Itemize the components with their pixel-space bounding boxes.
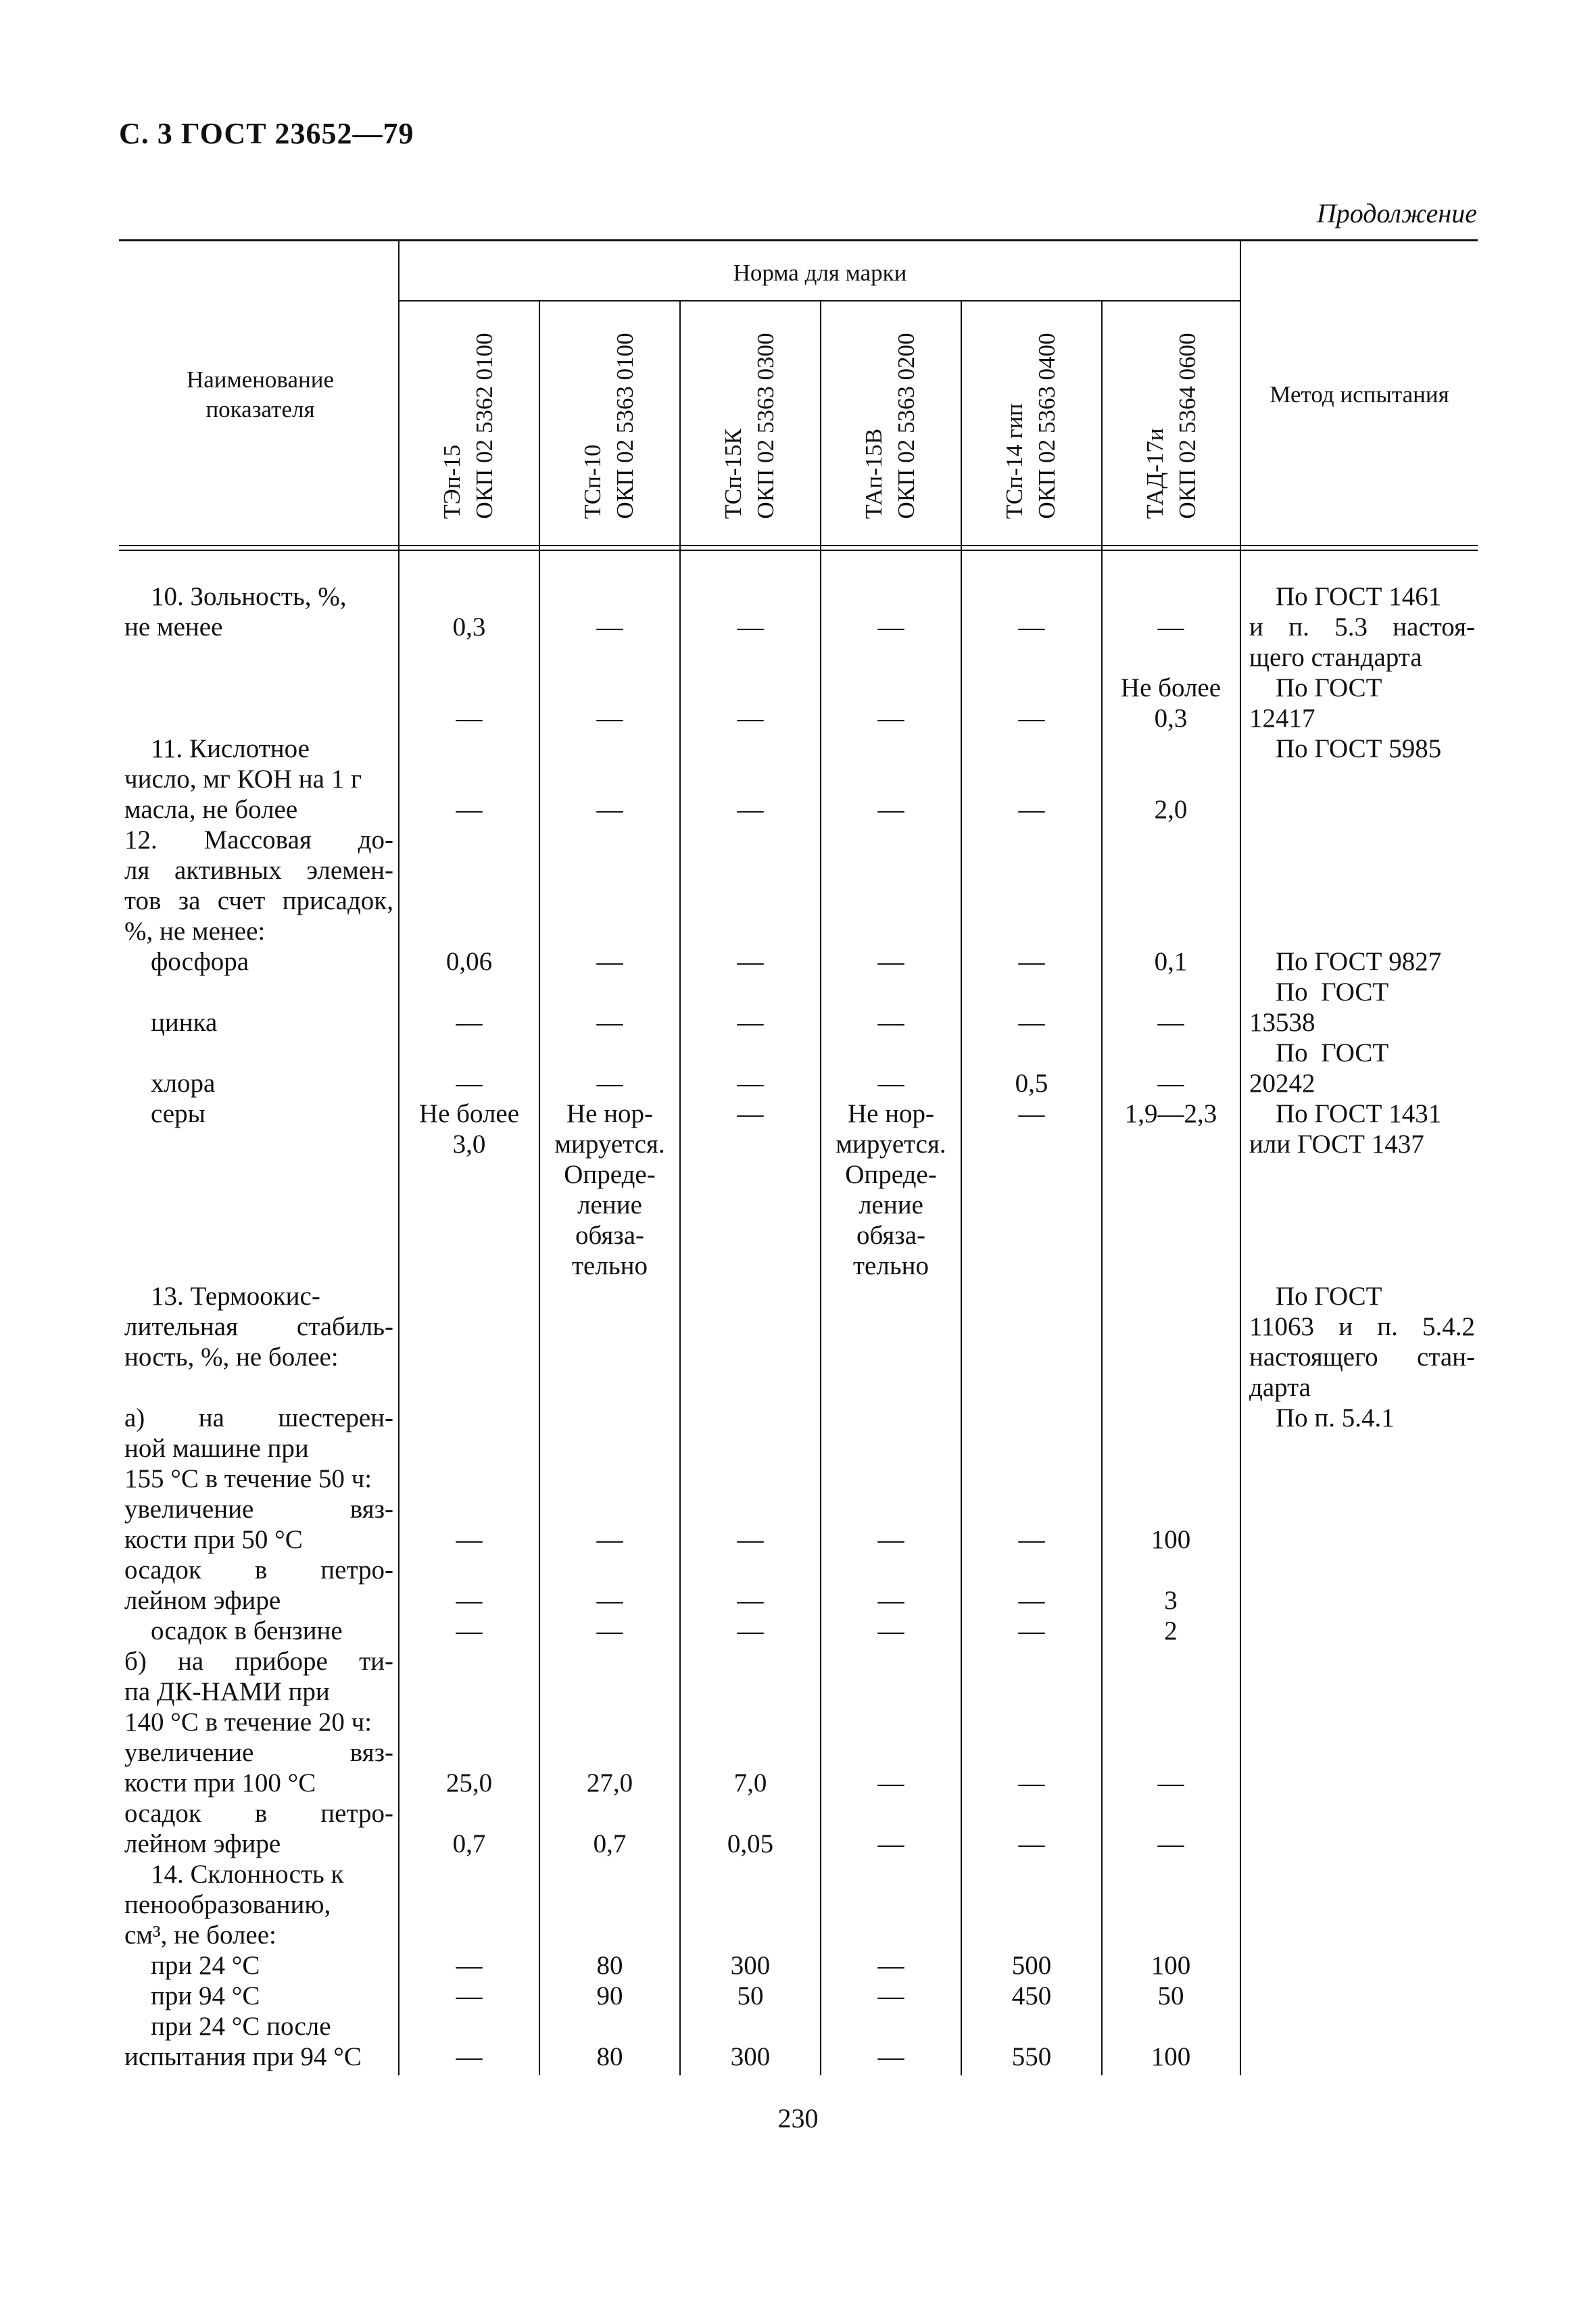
continuation-label: Продолжение — [1316, 198, 1477, 228]
value-cell: 25,0 — [445, 1768, 493, 1798]
indicator-text: хлора — [124, 1069, 216, 1098]
value-cell: 0,7 — [452, 1829, 486, 1858]
value-cell: 300 — [730, 1951, 771, 1980]
value-cell: — — [877, 1981, 904, 2010]
value-cell: — — [737, 1099, 764, 1128]
indicator-text: 140 °С в течение 20 ч: — [124, 1708, 372, 1737]
value-cell: — — [737, 1069, 764, 1098]
value-cell: тельно — [853, 1251, 929, 1280]
method-text: настоящего стан- — [1249, 1343, 1475, 1372]
value-cell: — — [737, 1525, 764, 1554]
value-cell: — — [877, 1829, 904, 1858]
method-text: По ГОСТ 1431 — [1249, 1099, 1442, 1128]
value-cell: 1,9—2,3 — [1124, 1099, 1217, 1128]
value-cell: — — [877, 1008, 904, 1037]
value-cell: — — [737, 1616, 764, 1645]
value-cell: обяза- — [575, 1221, 644, 1250]
value-cell: ление — [577, 1190, 642, 1220]
value-cell: 80 — [596, 2042, 623, 2071]
method-text: По ГОСТ 5985 — [1249, 734, 1442, 763]
value-cell: — — [1157, 1829, 1184, 1858]
value-cell: — — [877, 947, 904, 976]
value-cell: — — [596, 1008, 623, 1037]
method-text: щего стандарта — [1249, 643, 1422, 672]
value-cell: Опреде- — [845, 1160, 937, 1189]
indicator-text: 11. Кислотное — [124, 734, 310, 763]
value-cell: ление — [859, 1190, 923, 1220]
method-text: 12417 — [1249, 704, 1315, 733]
value-cell: — — [456, 1069, 483, 1098]
value-cell: — — [456, 1951, 483, 1980]
value-cell: — — [1018, 1008, 1045, 1037]
value-cell: — — [877, 1069, 904, 1098]
indicator-text: лейном эфире — [124, 1586, 281, 1615]
method-text: или ГОСТ 1437 — [1249, 1130, 1424, 1159]
method-text: По ГОСТ 9827 — [1249, 947, 1442, 976]
value-cell: 100 — [1151, 2042, 1191, 2071]
header-bottom-rule — [119, 545, 1478, 546]
grade-header: ТСп-10 ОКП 02 5363 0100 — [579, 333, 638, 519]
value-cell: — — [456, 704, 483, 733]
indicator-text: 14. Склонность к — [124, 1860, 344, 1889]
value-cell: — — [737, 704, 764, 733]
value-cell: — — [1018, 1616, 1045, 1645]
indicator-text: число, мг КОН на 1 г — [124, 765, 362, 794]
value-cell: — — [877, 795, 904, 824]
header-bottom-rule-2 — [119, 550, 1478, 551]
indicator-text: не менее — [124, 612, 223, 642]
value-cell: — — [596, 612, 623, 642]
value-cell: — — [1018, 947, 1045, 976]
indicator-text: ность, %, не более: — [124, 1343, 339, 1372]
value-cell: мируется. — [836, 1130, 946, 1159]
value-cell: — — [737, 1008, 764, 1037]
value-cell: 100 — [1151, 1951, 1191, 1980]
col-rule — [1101, 300, 1103, 2075]
value-cell: Не нор- — [566, 1099, 654, 1128]
indicator-text: увеличение вяз- — [124, 1738, 393, 1767]
col-rule — [539, 300, 540, 2075]
method-text: 20242 — [1249, 1069, 1315, 1098]
value-cell: 50 — [737, 1981, 764, 2010]
value-cell: 300 — [730, 2042, 771, 2071]
indicator-text: 10. Зольность, %, — [124, 582, 347, 611]
value-cell: — — [456, 2042, 483, 2071]
value-cell: — — [737, 795, 764, 824]
page-number: 230 — [777, 2103, 819, 2133]
value-cell: — — [877, 2042, 904, 2071]
indicator-text: %, не менее: — [124, 917, 266, 946]
value-cell: — — [596, 1525, 623, 1554]
indicator-text: ной машине при — [124, 1434, 309, 1463]
indicator-text: лейном эфире — [124, 1829, 281, 1858]
method-text: По ГОСТ — [1249, 673, 1382, 702]
indicator-text: см³, не более: — [124, 1921, 276, 1950]
method-text: По п. 5.4.1 — [1249, 1403, 1395, 1432]
value-cell: — — [456, 1525, 483, 1554]
value-cell: 0,7 — [593, 1829, 627, 1858]
indicator-text: тов за счет присадок, — [124, 886, 393, 915]
value-cell: — — [1157, 1768, 1184, 1798]
method-text: По ГОСТ — [1249, 1282, 1382, 1311]
value-cell: — — [596, 1616, 623, 1645]
grade-header: ТСп-14 гип ОКП 02 5363 0400 — [1001, 333, 1060, 519]
value-cell: — — [596, 947, 623, 976]
value-cell: — — [1018, 1586, 1045, 1615]
indicator-text: при 24 °С — [124, 1951, 260, 1980]
value-cell: 27,0 — [586, 1768, 633, 1798]
method-text: и п. 5.3 настоя- — [1249, 612, 1475, 642]
value-cell: 7,0 — [733, 1768, 767, 1798]
value-cell: Опреде- — [564, 1160, 656, 1189]
value-cell: 80 — [596, 1951, 623, 1980]
indicator-text: увеличение вяз- — [124, 1495, 393, 1524]
value-cell: — — [1018, 612, 1045, 642]
col-rule — [820, 300, 821, 2075]
indicator-text: кости при 100 °С — [124, 1768, 316, 1798]
indicator-text: масла, не более — [124, 795, 298, 824]
value-cell: — — [1018, 1525, 1045, 1554]
value-cell: — — [1018, 704, 1045, 733]
value-cell: — — [737, 1586, 764, 1615]
value-cell: — — [456, 1586, 483, 1615]
value-cell: 0,1 — [1154, 947, 1188, 976]
value-cell: — — [1018, 1099, 1045, 1128]
value-cell: — — [877, 612, 904, 642]
indicator-text: осадок в бензине — [124, 1616, 343, 1645]
value-cell: 550 — [1011, 2042, 1052, 2071]
indicator-text: испытания при 94 °С — [124, 2042, 362, 2071]
value-cell: — — [456, 1616, 483, 1645]
value-cell: — — [1157, 1008, 1184, 1037]
column-header-method: Метод испытания — [1269, 381, 1449, 408]
col-rule — [679, 300, 681, 2075]
indicator-text: пенообразованию, — [124, 1890, 331, 1919]
value-cell: 90 — [596, 1981, 623, 2010]
value-cell: — — [596, 1069, 623, 1098]
indicator-text: осадок в петро- — [124, 1555, 393, 1585]
indicator-text: фосфора — [124, 947, 249, 976]
norm-group-header: Норма для марки — [733, 260, 907, 286]
indicator-text: 12. Массовая до- — [124, 825, 393, 854]
value-cell: 50 — [1157, 1981, 1184, 2010]
value-cell: — — [1018, 1768, 1045, 1798]
col-rule — [398, 239, 400, 2075]
value-cell: — — [877, 704, 904, 733]
value-cell: — — [877, 1586, 904, 1615]
value-cell: 500 — [1011, 1951, 1052, 1980]
value-cell: Не более — [1120, 673, 1222, 702]
value-cell: — — [877, 1951, 904, 1980]
col-rule — [961, 300, 962, 2075]
value-cell: 2 — [1164, 1616, 1178, 1645]
value-cell: — — [596, 1586, 623, 1615]
method-text: По ГОСТ 1461 — [1249, 582, 1442, 611]
value-cell: — — [596, 795, 623, 824]
indicator-text: 13. Термоокис- — [124, 1282, 320, 1311]
value-cell: — — [1157, 612, 1184, 642]
table-top-rule — [119, 239, 1478, 241]
value-cell: 0,3 — [452, 612, 486, 642]
indicator-text: па ДК-НАМИ при — [124, 1677, 330, 1706]
value-cell: обяза- — [856, 1221, 925, 1250]
column-header-indicator: Наименование показателя — [186, 366, 335, 423]
value-cell: — — [456, 1981, 483, 2010]
value-cell: 3 — [1164, 1586, 1178, 1615]
method-text: 11063 и п. 5.4.2 — [1249, 1312, 1475, 1341]
value-cell: 0,06 — [445, 947, 493, 976]
value-cell: 3,0 — [452, 1130, 486, 1159]
indicator-text: ля активных элемен- — [124, 856, 393, 885]
indicator-text: при 94 °С — [124, 1981, 260, 2010]
value-cell: мируется. — [554, 1130, 665, 1159]
value-cell: 0,5 — [1015, 1069, 1048, 1098]
value-cell: 0,05 — [727, 1829, 774, 1858]
value-cell: — — [596, 704, 623, 733]
value-cell: Не нор- — [847, 1099, 935, 1128]
method-text: дарта — [1249, 1373, 1311, 1402]
value-cell: 450 — [1011, 1981, 1052, 2010]
indicator-text: б) на приборе ти- — [124, 1647, 393, 1676]
value-cell: тельно — [572, 1251, 648, 1280]
value-cell: — — [1157, 1069, 1184, 1098]
value-cell: 2,0 — [1154, 795, 1188, 824]
method-text: 13538 — [1249, 1008, 1315, 1037]
document-header: С. 3 ГОСТ 23652—79 — [119, 117, 414, 150]
indicator-text: осадок в петро- — [124, 1799, 393, 1828]
indicator-text: кости при 50 °С — [124, 1525, 303, 1554]
grade-header: ТАД-17и ОКП 02 5364 0600 — [1142, 333, 1201, 519]
grade-header: ТСп-15К ОКП 02 5363 0300 — [720, 333, 779, 519]
value-cell: — — [456, 795, 483, 824]
value-cell: Не более — [418, 1099, 520, 1128]
value-cell: — — [877, 1525, 904, 1554]
indicator-text: а) на шестерен- — [124, 1403, 393, 1432]
value-cell: — — [877, 1768, 904, 1798]
indicator-text: цинка — [124, 1008, 218, 1037]
col-rule — [1240, 239, 1241, 2075]
indicator-text: 155 °С в течение 50 ч: — [124, 1464, 372, 1493]
value-cell: 0,3 — [1154, 704, 1188, 733]
value-cell: 100 — [1151, 1525, 1191, 1554]
value-cell: — — [737, 947, 764, 976]
grade-header: ТАп-15В ОКП 02 5363 0200 — [861, 333, 919, 519]
method-text: По ГОСТ — [1249, 1038, 1389, 1067]
indicator-text: лительная стабиль- — [124, 1312, 393, 1341]
value-cell: — — [877, 1616, 904, 1645]
value-cell: — — [1018, 1829, 1045, 1858]
value-cell: — — [1018, 795, 1045, 824]
method-text: По ГОСТ — [1249, 978, 1389, 1007]
indicator-text: при 24 °С после — [124, 2012, 331, 2041]
value-cell: — — [456, 1008, 483, 1037]
value-cell: — — [737, 612, 764, 642]
indicator-text: серы — [124, 1099, 205, 1128]
grade-header: ТЭп-15 ОКП 02 5362 0100 — [439, 333, 498, 519]
